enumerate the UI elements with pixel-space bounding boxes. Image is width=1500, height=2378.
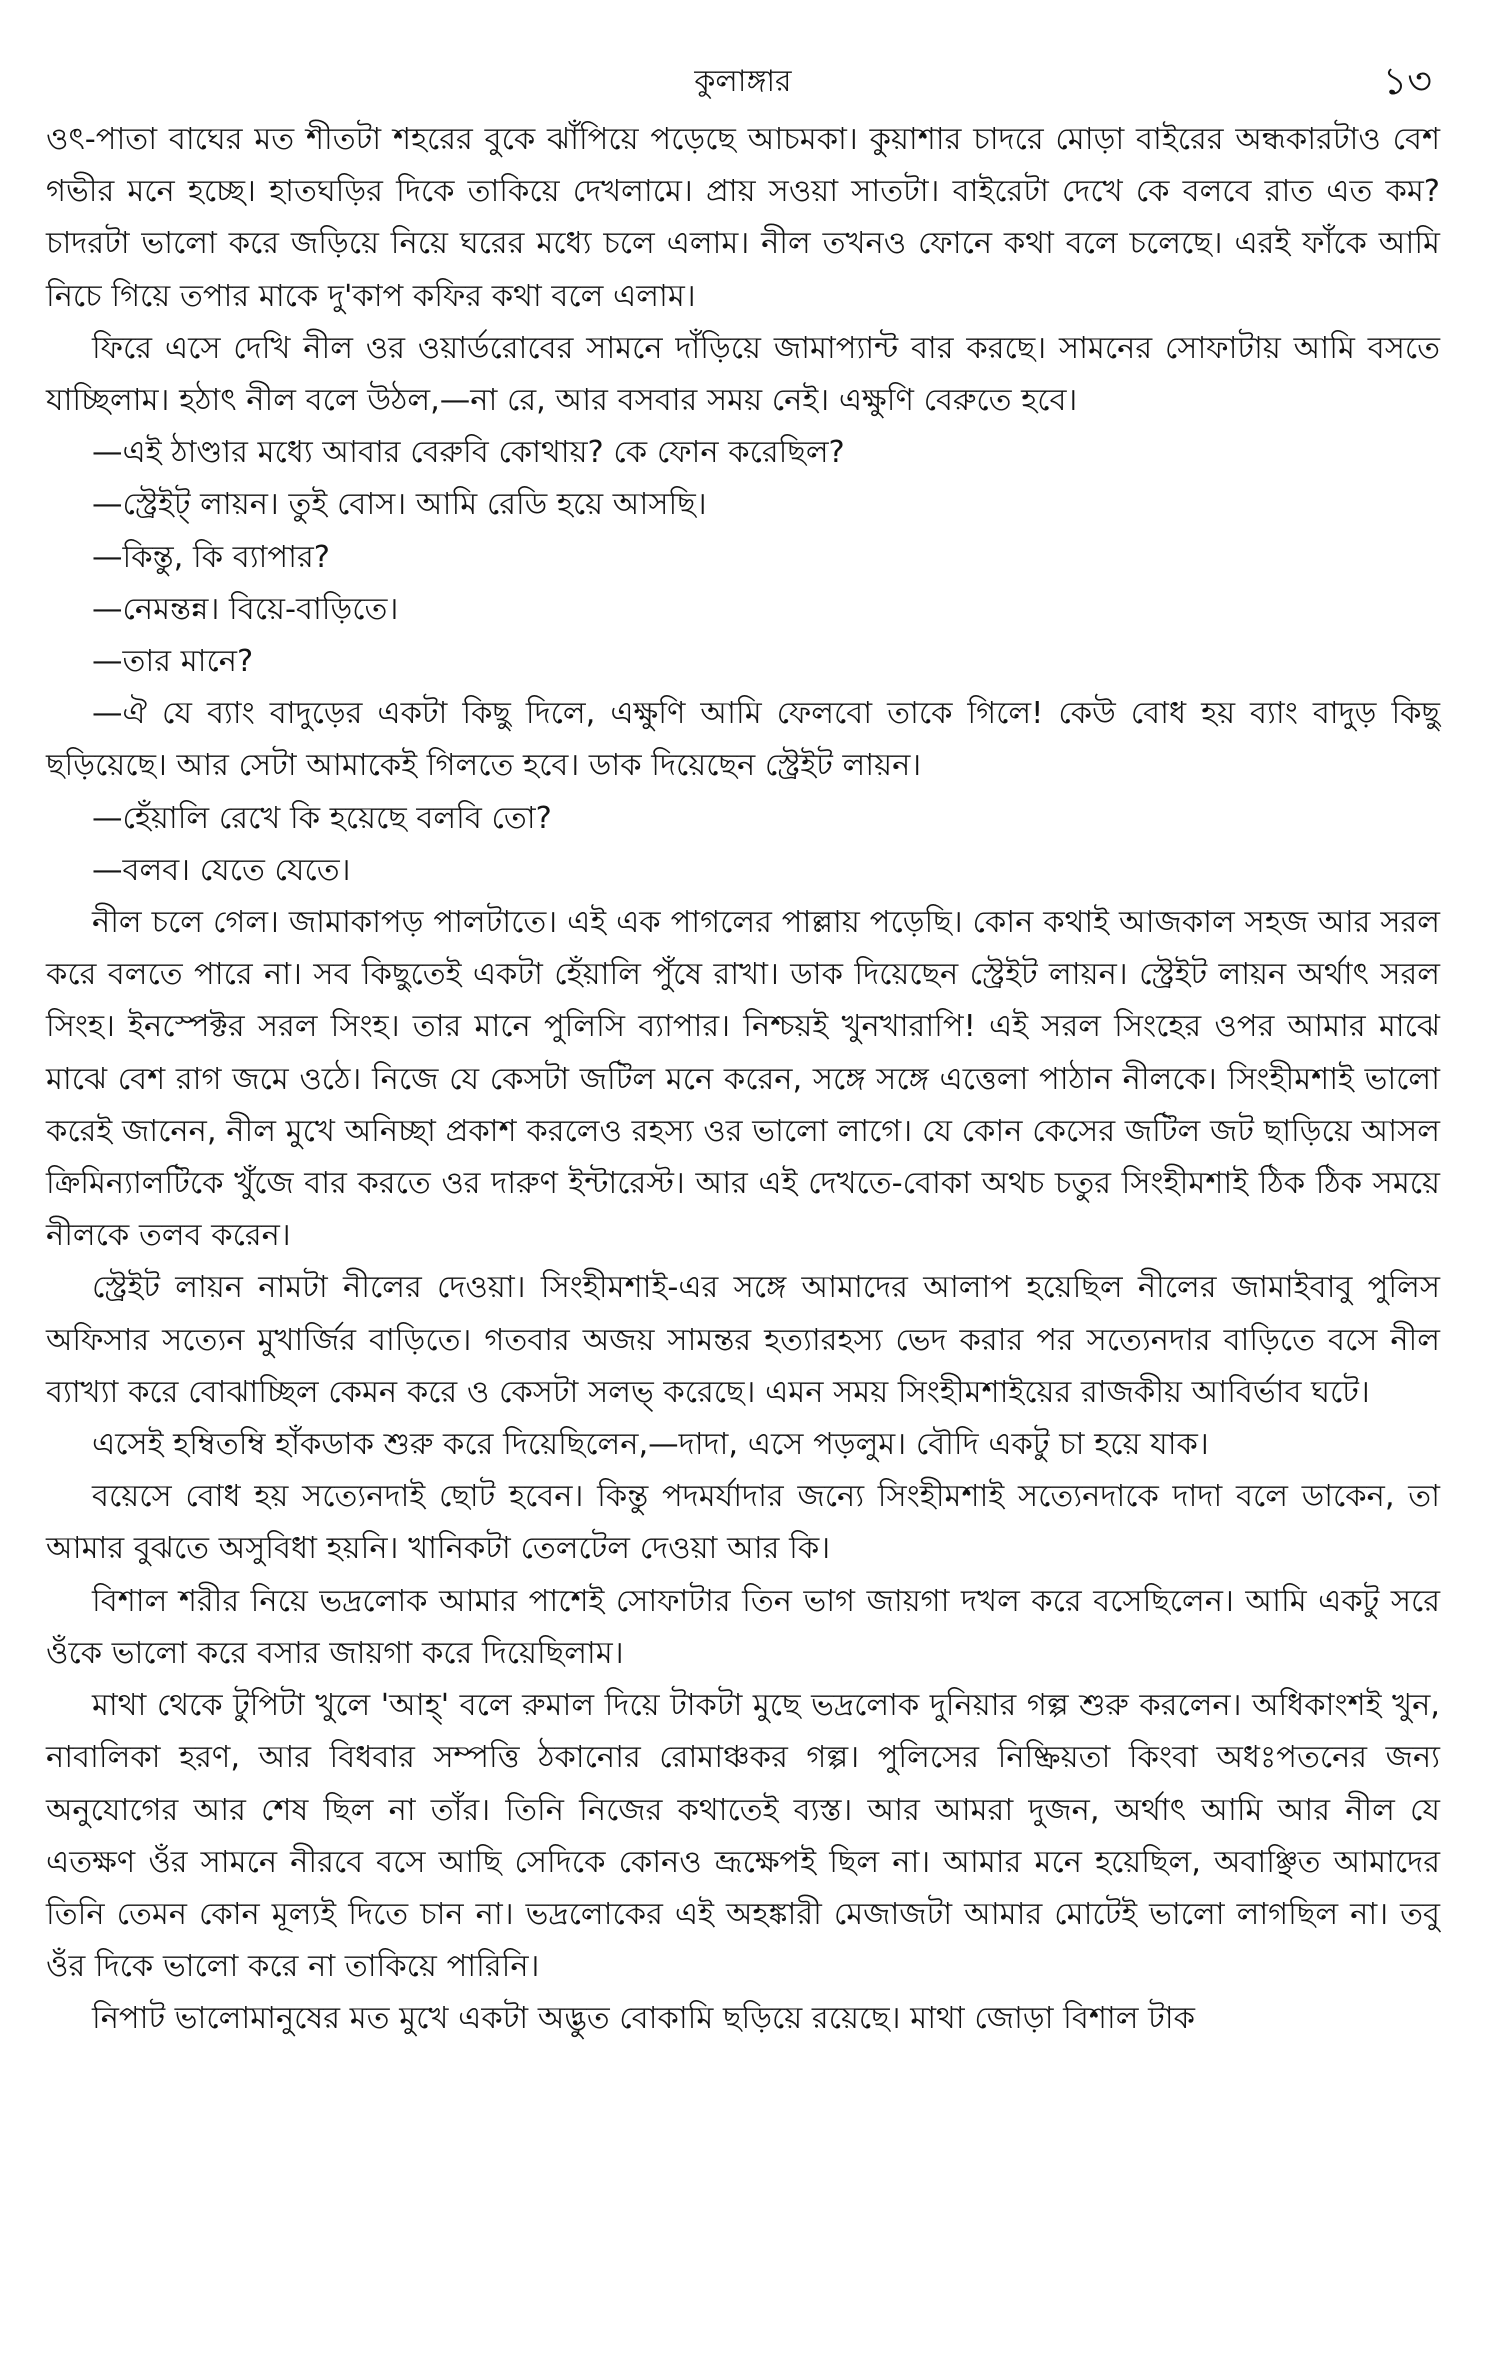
running-header: [46, 59, 1440, 108]
paragraph: নীল চলে গেল। জামাকাপড় পালটাতে। এই এক পাগলের পাল্লায় পড়েছি। কোন কথাই আজকাল সহজ আর সরল করে বলতে পারে না। সব কিছুতেই একটা হেঁয়ালি পুঁষে রাখা। ডাক দিয়েছেন স্ট্রেইট লায়ন। স্ট্রেইট লায়ন অর্থাৎ সরল সিংহ। ইনস্পেক্টর সরল সিংহ। তার মানে পুলিসি ব্যাপার। নিশ্চয়ই খুনখারাপি! এই সরল সিংহের ওপর আমার মাঝে মাঝে বেশ রাগ জমে ওঠে। নিজে যে কেসটা জটিল মনে করেন, সঙ্গে সঙ্গে এত্তেলা পাঠান নীলকে। সিংহীমশাই ভালো করেই জানেন, নীল মুখে অনিচ্ছা প্রকাশ করলেও রহস্য ওর ভালো লাগে। যে কোন কেসের জটিল জট ছাড়িয়ে আসল ক্রিমিন্যালটিকে খুঁজে বার করতে ওর দারুণ ইন্টারেস্ট। আর এই দেখতে-বোকা অথচ চতুর সিংহীমশাই ঠিক ঠিক সময়ে নীলকে তলব করেন।: [46, 905, 1440, 1254]
paragraph: বিশাল শরীর নিয়ে ভদ্রলোক আমার পাশেই সোফাটার তিন ভাগ জায়গা দখল করে বসেছিলেন। আমি একটু সরে ওঁকে ভালো করে বসার জায়গা করে দিয়েছিলাম।: [46, 1583, 1440, 1671]
paragraph: মাথা থেকে টুপিটা খুলে 'আহ্' বলে রুমাল দিয়ে টাকটা মুছে ভদ্রলোক দুনিয়ার গল্প শুরু করলেন। অধিকাংশই খুন, নাবালিকা হরণ, আর বিধবার সম্পত্তি ঠকানোর রোমাঞ্চকর গল্প। পুলিসের নিষ্ক্রিয়তা কিংবা অধঃপতনের জন্য অনুযোগের আর শেষ ছিল না তাঁর। তিনি নিজের কথাতেই ব্যস্ত। আর আমরা দুজন, অর্থাৎ আমি আর নীল যে এতক্ষণ ওঁর সামনে নীরবে বসে আছি সেদিকে কোনও ভ্রূক্ষেপই ছিল না। আমার মনে হয়েছিল, অবাঞ্ছিত আমাদের তিনি তেমন কোন মূল্যই দিতে চান না। ভদ্রলোকের এই অহঙ্কারী মেজাজটা আমার মোটেই ভালো লাগছিল না। তবু ওঁর দিকে ভালো করে না তাকিয়ে পারিনি।: [46, 1688, 1440, 1985]
paragraph: স্ট্রেইট লায়ন নামটা নীলের দেওয়া। সিংহীমশাই-এর সঙ্গে আমাদের আলাপ হয়েছিল নীলের জামাইবাবু পুলিস অফিসার সত্যেন মুখার্জির বাড়িতে। গতবার অজয় সামন্তর হত্যারহস্য ভেদ করার পর সত্যেনদার বাড়িতে বসে নীল ব্যাখ্যা করে বোঝাচ্ছিল কেমন করে ও কেসটা সলভ্ করেছে। এমন সময় সিংহীমশাইয়ের রাজকীয় আবির্ভাব ঘটে।: [46, 1270, 1440, 1410]
body-text: [46, 114, 1440, 2046]
dialogue-line: —এই ঠাণ্ডার মধ্যে আবার বেরুবি কোথায়? কে ফোন করেছিল?: [92, 435, 845, 471]
chapter-title: কুলাঙ্গার: [694, 64, 792, 99]
dialogue-line: —ঐ যে ব্যাং বাদুড়ের একটা কিছু দিলে, এক্ষুণি আমি ফেলবো তাকে গিলে! কেউ বোধ হয় ব্যাং বাদুড় কিছু ছড়িয়েছে। আর সেটা আমাকেই গিলতে হবে। ডাক দিয়েছেন স্ট্রেইট লায়ন।: [46, 696, 1440, 784]
paragraph: বয়েসে বোধ হয় সত্যেনদাই ছোট হবেন। কিন্তু পদমর্যাদার জন্যে সিংহীমশাই সত্যেনদাকে দাদা বলে ডাকেন, তা আমার বুঝতে অসুবিধা হয়নি। খানিকটা তেলটেল দেওয়া আর কি।: [46, 1479, 1440, 1567]
dialogue-line: —নেমন্তন্ন। বিয়ে-বাড়িতে।: [92, 591, 399, 627]
paragraph: নিপাট ভালোমানুষের মত মুখে একটা অদ্ভুত বোকামি ছড়িয়ে রয়েছে। মাথা জোড়া বিশাল টাক: [92, 2001, 1195, 2037]
dialogue-line: —তার মানে?: [92, 644, 254, 680]
dialogue-line: —কিন্তু, কি ব্যাপার?: [92, 539, 330, 575]
page-number: ১৩: [1382, 59, 1432, 103]
paragraph: ফিরে এসে দেখি নীল ওর ওয়ার্ডরোবের সামনে দাঁড়িয়ে জামাপ্যান্ট বার করছে। সামনের সোফাটায় আমি বসতে যাচ্ছিলাম। হঠাৎ নীল বলে উঠল,—না রে, আর বসবার সময় নেই। এক্ষুণি বেরুতে হবে।: [46, 330, 1440, 419]
dialogue-line: —বলব। যেতে যেতে।: [92, 852, 351, 888]
paragraph: ওৎ-পাতা বাঘের মত শীতটা শহরের বুকে ঝাঁপিয়ে পড়েছে আচমকা। কুয়াশার চাদরে মোড়া বাইরের অন্ধকারটাও বেশ গভীর মনে হচ্ছে। হাতঘড়ির দিকে তাকিয়ে দেখলামে। প্রায় সওয়া সাতটা। বাইরেটা দেখে কে বলবে রাত এত কম? চাদরটা ভালো করে জড়িয়ে নিয়ে ঘরের মধ্যে চলে এলাম। নীল তখনও ফোনে কথা বলে চলেছে। এরই ফাঁকে আমি নিচে গিয়ে তপার মাকে দু'কাপ কফির কথা বলে এলাম।: [46, 122, 1440, 314]
dialogue-line: —হেঁয়ালি রেখে কি হয়েছে বলবি তো?: [92, 800, 552, 836]
paragraph: এসেই হম্বিতম্বি হাঁকডাক শুরু করে দিয়েছিলেন,—দাদা, এসে পড়লুম। বৌদি একটু চা হয়ে যাক।: [92, 1427, 1209, 1463]
dialogue-line: —স্ট্রেইট্ লায়ন। তুই বোস। আমি রেডি হয়ে আসছি।: [92, 487, 707, 523]
